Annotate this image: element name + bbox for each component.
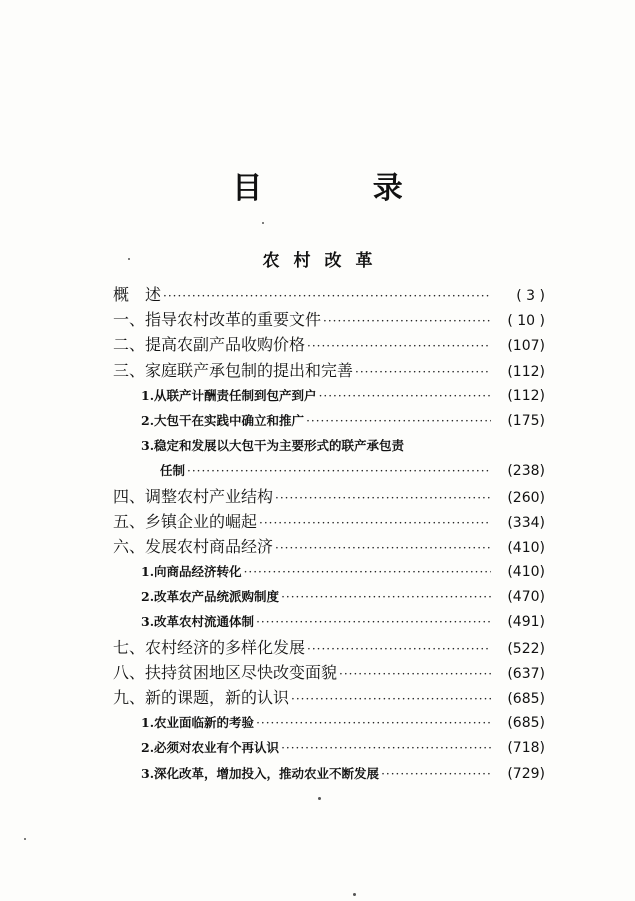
dot-leader (256, 711, 491, 735)
toc-subentry (113, 710, 545, 735)
toc-subentry (113, 559, 545, 584)
toc-entry-label: 1.向商品经济转化 (141, 564, 242, 580)
scan-speck (24, 838, 26, 840)
dot-leader (306, 409, 491, 433)
toc-page-number: ( 10 ) (507, 313, 545, 330)
toc-subentry (113, 383, 545, 408)
toc-entry-label: 任制 (160, 463, 186, 479)
toc-entry (113, 509, 545, 534)
dot-leader (339, 662, 491, 685)
toc-entry (113, 358, 545, 383)
dot-leader (259, 511, 491, 534)
toc-entry-label: 五、乡镇企业的崛起 (113, 511, 258, 531)
toc-entry-label: 3.稳定和发展以大包干为主要形式的联产承包责 (141, 438, 405, 454)
toc-page-number: (685) (507, 715, 545, 732)
toc-entry (113, 282, 545, 307)
toc-page-number: (260) (507, 489, 545, 506)
dot-leader (187, 459, 491, 483)
section-heading: 农村改革 (262, 251, 387, 271)
toc-page-number: (410) (507, 539, 545, 556)
toc-entry (113, 685, 545, 710)
dot-leader (307, 334, 491, 357)
dot-leader (381, 762, 491, 786)
toc-entry-label: 1.农业面临新的考验 (141, 715, 255, 731)
dot-leader (281, 736, 491, 760)
toc-page-number: (334) (507, 514, 545, 531)
dot-leader (355, 360, 491, 383)
toc-entry (113, 660, 545, 685)
toc-entry (113, 534, 545, 559)
toc-entry (113, 484, 545, 509)
toc-page-number: (718) (507, 740, 545, 757)
scan-speck (128, 258, 130, 260)
toc-page-number: (470) (507, 589, 545, 606)
toc-subentry (113, 458, 545, 483)
toc-page-number: (685) (507, 691, 545, 707)
toc-page-number: (729) (507, 765, 545, 782)
dot-leader (275, 486, 491, 509)
toc-page-number: (238) (507, 463, 545, 480)
toc-subentry (113, 609, 545, 634)
toc-subentry (113, 761, 545, 786)
scan-speck (318, 797, 321, 800)
toc-page-number: (175) (507, 412, 545, 429)
dot-leader (163, 284, 491, 307)
toc-entry-label: 2.大包干在实践中确立和推广 (141, 412, 305, 428)
toc-entry-label: 八、扶持贫困地区尽快改变面貌 (113, 662, 338, 682)
dot-leader (244, 560, 491, 584)
scan-speck (353, 893, 356, 896)
dot-leader (319, 384, 491, 408)
toc-entry-label: 四、调整农村产业结构 (113, 486, 274, 506)
toc-entry-label: 七、农村经济的多样化发展 (113, 637, 306, 657)
dot-leader (307, 637, 491, 660)
toc-entry-label: 九、新的课题，新的认识 (113, 688, 290, 707)
toc-page-number: ( 3 ) (516, 288, 545, 304)
toc-entry (113, 635, 545, 660)
toc-entry-label: 概 述 (113, 285, 162, 304)
toc-entry (113, 307, 545, 332)
toc-page-number: (637) (507, 665, 545, 682)
toc-entry-label: 一、指导农村改革的重要文件 (113, 310, 322, 330)
toc-entry-label: 2.必须对农业有个再认识 (141, 740, 280, 756)
dot-leader (323, 309, 491, 332)
toc-entry-label: 二、提高农副产品收购价格 (113, 335, 306, 355)
dot-leader (275, 536, 491, 559)
toc-entry-label: 1.从联产计酬责任制到包产到户 (141, 387, 317, 403)
toc-entry (113, 332, 545, 357)
dot-leader (291, 687, 491, 710)
toc-entry-label: 六、发展农村商品经济 (113, 536, 274, 556)
toc-entry-label: 3.深化改革，增加投入，推动农业不断发展 (141, 765, 380, 781)
toc-entry-label: 3.改革农村流通体制 (141, 614, 255, 630)
table-of-contents (113, 282, 545, 786)
toc-entry-label: 2.改革农产品统派购制度 (141, 589, 280, 605)
dot-leader (281, 585, 491, 609)
toc-subentry (113, 735, 545, 760)
toc-page-number: (112) (507, 363, 545, 380)
scan-speck (262, 222, 264, 224)
toc-page-number: (410) (507, 564, 545, 581)
page-title: 目 录 (232, 171, 453, 206)
toc-subentry (113, 584, 545, 609)
toc-subentry (113, 433, 545, 458)
dot-leader (256, 610, 491, 634)
toc-entry-label: 三、家庭联产承包制的提出和完善 (113, 360, 354, 380)
toc-page-number: (112) (507, 387, 545, 404)
toc-page-number: (522) (507, 640, 545, 657)
toc-page-number: (491) (507, 614, 545, 631)
toc-page-number: (107) (507, 338, 545, 355)
toc-subentry (113, 408, 545, 433)
